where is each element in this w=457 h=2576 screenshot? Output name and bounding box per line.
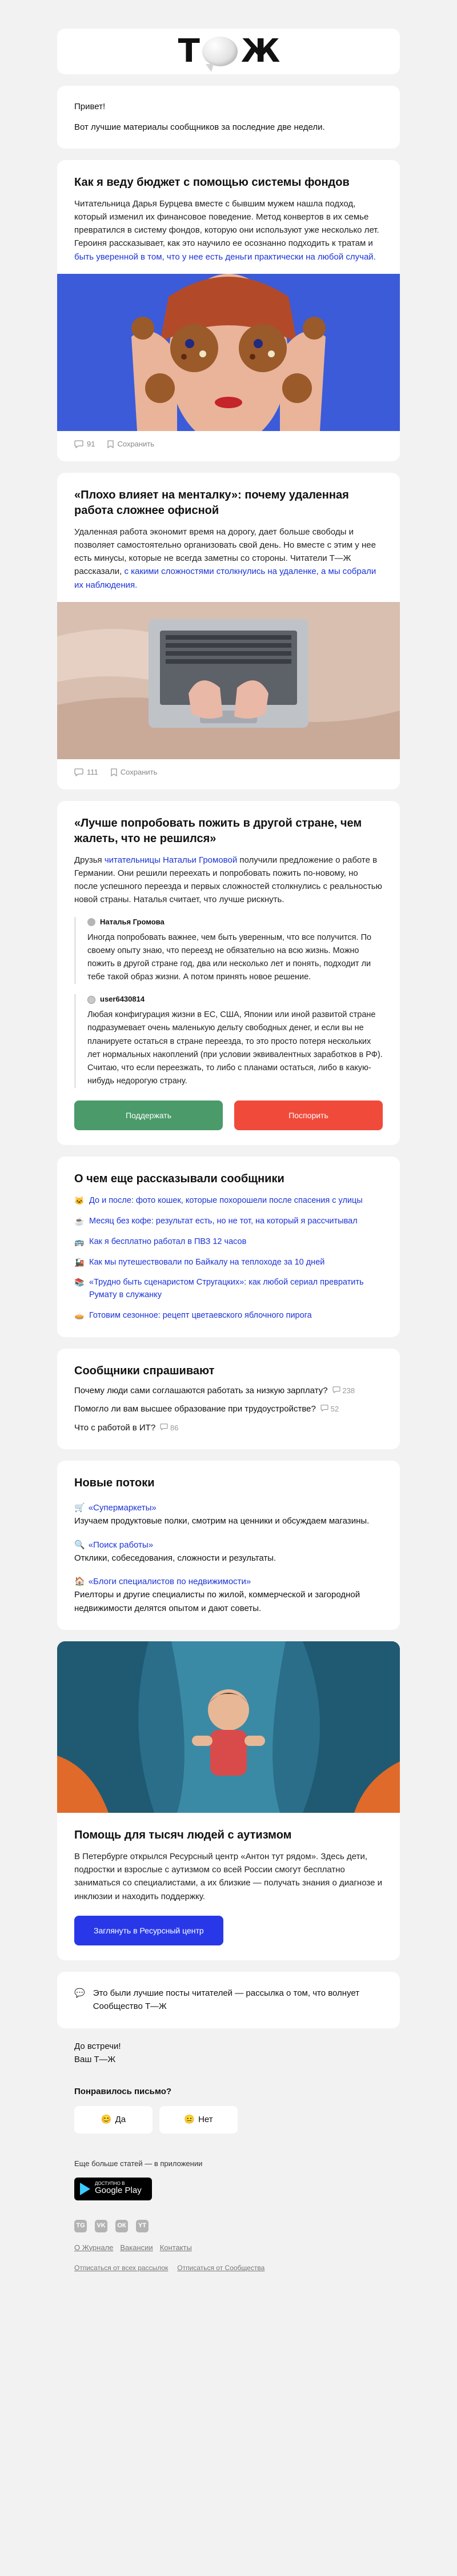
story-link[interactable]: Как мы путешествовали по Байкалу на теплоходе за 10 дней [89, 1257, 325, 1267]
question-text: Помогло ли вам высшее образование при трудоустройстве? [74, 1404, 316, 1414]
quote-text: Любая конфигурация жизни в ЕС, США, Японии или иной развитой стране подразумевает очень маленькую дельту свободных денег, и если вы не планируете остаться в стране переезда, то это просто потеря нескольких лет нормальных накоплений (при условии эквивалентных заработков в РФ). Считаю, что если переезжать, то либо с планами остаться, либо в какую-нибудь недорогую страну. [87, 1010, 383, 1086]
coffee-icon: ☕ [74, 1217, 85, 1226]
section-title: О чем еще рассказывали сообщники [74, 1173, 284, 1186]
article-meta [57, 431, 400, 461]
bus-icon: 🚌 [74, 1237, 85, 1246]
question-text: Что с работой в ИТ? [74, 1422, 156, 1433]
flow-link[interactable]: «Супермаркеты» [88, 1503, 157, 1513]
intro-text: Вот лучшие материалы сообщников за последние две недели. [74, 122, 325, 132]
google-play-button[interactable] [74, 2178, 152, 2200]
article-body-b: получили предложение о работе в Германии. Они решили переехать и попробовать пожить по-новому, но после успешного переезда и первых сложностей столкнулись с реальностью новой страны. Наталья считает, что лучше рискнуть. [74, 855, 382, 905]
argue-button[interactable]: Поспорить [234, 1100, 383, 1130]
feedback-row [74, 2106, 383, 2134]
article-image-cookies-eyes[interactable] [57, 274, 400, 431]
story-link[interactable]: Месяц без кофе: результат есть, но не тот, на который я рассчитывал [89, 1217, 358, 1226]
search-icon: 🔍 [74, 1540, 85, 1550]
article-meta [57, 759, 400, 789]
bookmark-icon [107, 440, 114, 448]
social-links [74, 2220, 383, 2232]
footer-link-jobs[interactable]: Вакансии [120, 2243, 153, 2252]
logo-letter-left: Т [178, 33, 199, 70]
support-button[interactable]: Поддержать [74, 1100, 223, 1130]
quote-author-name: Наталья Громова [100, 917, 165, 926]
ok-icon[interactable]: ОК [115, 2220, 128, 2232]
article-card-remote [57, 473, 400, 789]
autism-text: В Петербурге открылся Ресурсный центр «Антон тут рядом». Здесь дети, подростки и взрослые с аутизмом со всей России смогут бесплатно заниматься со специалистами, а их близкие — получать знания о диагнозе и инклюзии и находить поддержку. [74, 1851, 382, 1901]
list-item[interactable] [74, 1277, 383, 1302]
footer [57, 2159, 400, 2274]
flow-item [74, 1501, 383, 1528]
speech-bubble-icon [202, 37, 238, 66]
quote-author[interactable] [87, 917, 383, 928]
article-link[interactable]: с какими сложностями столкнулись на удаленке, а мы собрали их наблюдения. [74, 567, 376, 590]
flows-card [57, 1461, 400, 1630]
house-icon: 🏠 [74, 1577, 85, 1586]
article-link[interactable]: читательницы Натальи Громовой [104, 855, 238, 865]
quote-author-name: user6430814 [100, 995, 145, 1004]
list-item[interactable] [74, 1195, 383, 1207]
save-label: Сохранить [117, 439, 155, 448]
flow-item [74, 1575, 383, 1615]
gp-small-label: ДОСТУПНО В [95, 2181, 125, 2187]
feedback-no-label: Нет [198, 2114, 213, 2124]
story-link[interactable]: Как я бесплатно работал в ПВЗ 12 часов [89, 1237, 247, 1246]
footer-links [74, 2243, 383, 2254]
section-title: Помощь для тысяч людей с аутизмом [74, 1828, 292, 1841]
quote-block [74, 994, 383, 1088]
comment-icon [160, 1423, 168, 1430]
feedback-title: Понравилось письмо? [74, 2087, 172, 2097]
article-body-a: Друзья [74, 855, 105, 865]
article-card-budget [57, 160, 400, 461]
tj-logo[interactable] [178, 33, 279, 70]
books-icon: 📚 [74, 1278, 85, 1287]
comments-number: 91 [87, 439, 95, 448]
comments-number: 111 [87, 767, 98, 776]
article-link[interactable]: быть уверенной в том, что у нее есть деньги практически на любой случай. [74, 252, 376, 262]
autism-center-image[interactable] [57, 1641, 400, 1813]
article-title[interactable]: «Плохо влияет на менталку»: почему удаленная работа сложнее офисной [74, 488, 349, 517]
avatar [87, 918, 95, 926]
comments-count[interactable] [74, 767, 98, 778]
comments-number: 52 [330, 1405, 339, 1413]
flow-link[interactable]: «Поиск работы» [88, 1540, 154, 1550]
footer-link-about[interactable]: О Журнале [74, 2243, 114, 2252]
section-title: Новые потоки [74, 1477, 155, 1489]
bookmark-icon [111, 768, 117, 776]
quote-author[interactable] [87, 994, 383, 1005]
comments-number: 238 [342, 1386, 355, 1395]
youtube-icon[interactable]: YT [136, 2220, 149, 2232]
feedback-yes-label: Да [115, 2114, 126, 2124]
unsubscribe-all-link[interactable]: Отписаться от всех рассылок [74, 2264, 169, 2272]
email-wrapper [57, 0, 400, 2296]
save-label: Сохранить [120, 767, 158, 776]
cart-icon: 🛒 [74, 1503, 85, 1513]
neutral-face-icon: 😐 [184, 2114, 195, 2124]
telegram-icon[interactable]: TG [74, 2220, 87, 2232]
flow-desc: Отклики, собеседования, сложности и результаты. [74, 1553, 276, 1563]
intro-card [57, 86, 400, 149]
greeting: Привет! [74, 102, 106, 111]
quote-text: Иногда попробовать важнее, чем быть уверенным, что все получится. По своему опыту знаю, что переезд не обязательно на всю жизнь. Можно пожить в другой стране год, два или несколько лет и понять, подходит ли тебе такой образ жизни. А потом принять новое решение. [87, 932, 372, 982]
avatar [87, 996, 95, 1004]
comment-icon [74, 768, 83, 776]
article-text [74, 197, 383, 264]
google-play-icon [80, 2183, 90, 2195]
quote-block [74, 917, 383, 984]
article-text [74, 854, 383, 907]
footer-link-contacts[interactable]: Контакты [159, 2243, 192, 2252]
list-item[interactable] [74, 1257, 383, 1269]
question-item[interactable] [74, 1422, 383, 1435]
story-link[interactable]: «Трудно быть сценаристом Стругацких»: как любой сериал превратить Румату в служанку [89, 1278, 364, 1299]
train-icon: 🚂 [74, 1257, 85, 1267]
signoff-line2: Ваш Т—Ж [74, 2054, 116, 2064]
flow-item [74, 1538, 383, 1565]
story-link[interactable]: До и после: фото кошек, которые похорошели после спасения с улицы [89, 1196, 363, 1206]
question-text: Почему люди сами соглашаются работать за низкую зарплату? [74, 1385, 328, 1395]
question-item[interactable] [74, 1385, 383, 1398]
article-image-laptop[interactable] [57, 602, 400, 759]
question-comments [320, 1405, 339, 1413]
signoff-line1: До встречи! [74, 2041, 121, 2051]
article-body: Читательница Дарья Бурцева вместе с бывшим мужем нашла подход, который изменил их финансовое поведение. Метод конвертов в их семье превратился в систему фондов, которую они используют уже несколько лет. Героиня рассказывает, как это научило ее осознанно подходить к тратам и [74, 198, 379, 249]
stories-list [74, 1195, 383, 1322]
list-item[interactable] [74, 1236, 383, 1249]
save-button[interactable] [107, 439, 154, 450]
comment-icon [332, 1386, 340, 1393]
article-title[interactable]: Как я веду бюджет с помощью системы фондов [74, 176, 350, 189]
comments-number: 86 [170, 1423, 179, 1432]
question-comments [332, 1386, 355, 1395]
gp-big-label: Google Play [95, 2186, 142, 2196]
flow-desc: Изучаем продуктовые полки, смотрим на ценники и обсуждаем магазины. [74, 1516, 370, 1526]
section-title: Сообщники спрашивают [74, 1364, 215, 1377]
feedback-yes-button[interactable] [74, 2106, 153, 2134]
question-item[interactable] [74, 1403, 383, 1416]
article-body: Удаленная работа экономит время на дорогу, дает больше свободы и позволяет самостоятельно организовать свой день. Но вместе с этим у нее есть минусы, которые не всегда заметны со стороны. Читатели Т—Ж рассказали, [74, 527, 376, 577]
more-stories-card [57, 1157, 400, 1337]
list-item[interactable] [74, 1215, 383, 1228]
vk-icon[interactable]: VK [95, 2220, 107, 2232]
article-card-abroad [57, 801, 400, 1146]
logo-card [57, 29, 400, 74]
article-text [74, 525, 383, 592]
resource-center-button[interactable]: Заглянуть в Ресурсный центр [74, 1916, 223, 1945]
pie-icon: 🥧 [74, 1310, 85, 1320]
story-link[interactable]: Готовим сезонное: рецепт цветаевского яблочного пирога [89, 1310, 312, 1320]
cat-icon: 🐱 [74, 1196, 85, 1206]
speech-bubble-icon: 💬 [74, 1988, 85, 1999]
question-comments [160, 1423, 178, 1432]
list-item[interactable] [74, 1310, 383, 1322]
unsubscribe-community-link[interactable]: Отписаться от Сообщества [177, 2264, 265, 2272]
closing-text: Это были лучшие посты читателей — рассылка о том, что волнует Сообщество Т—Ж [93, 1988, 360, 2012]
questions-card [57, 1349, 400, 1450]
flow-link[interactable]: «Блоги специалистов по недвижимости» [88, 1577, 251, 1586]
comment-icon [320, 1405, 328, 1411]
logo-letter-right: Ж [240, 33, 279, 70]
apps-text: Еще больше статей — в приложении [74, 2159, 203, 2168]
flow-desc: Риелторы и другие специалисты по жилой, коммерческой и загородной недвижимости делятся опытом и дают советы. [74, 1590, 360, 1613]
feedback-no-button[interactable] [159, 2106, 238, 2134]
article-title[interactable]: «Лучше попробовать пожить в другой стране, чем жалеть, что не решился» [74, 816, 362, 845]
autism-center-card [57, 1641, 400, 1960]
unsubscribe-links [74, 2263, 383, 2273]
comments-count[interactable] [74, 439, 95, 450]
comment-icon [74, 440, 83, 448]
smile-icon: 😊 [101, 2114, 112, 2124]
signoff [57, 2040, 400, 2134]
vote-row [74, 1100, 383, 1130]
save-button[interactable] [111, 767, 158, 778]
closing-card [57, 1972, 400, 2028]
